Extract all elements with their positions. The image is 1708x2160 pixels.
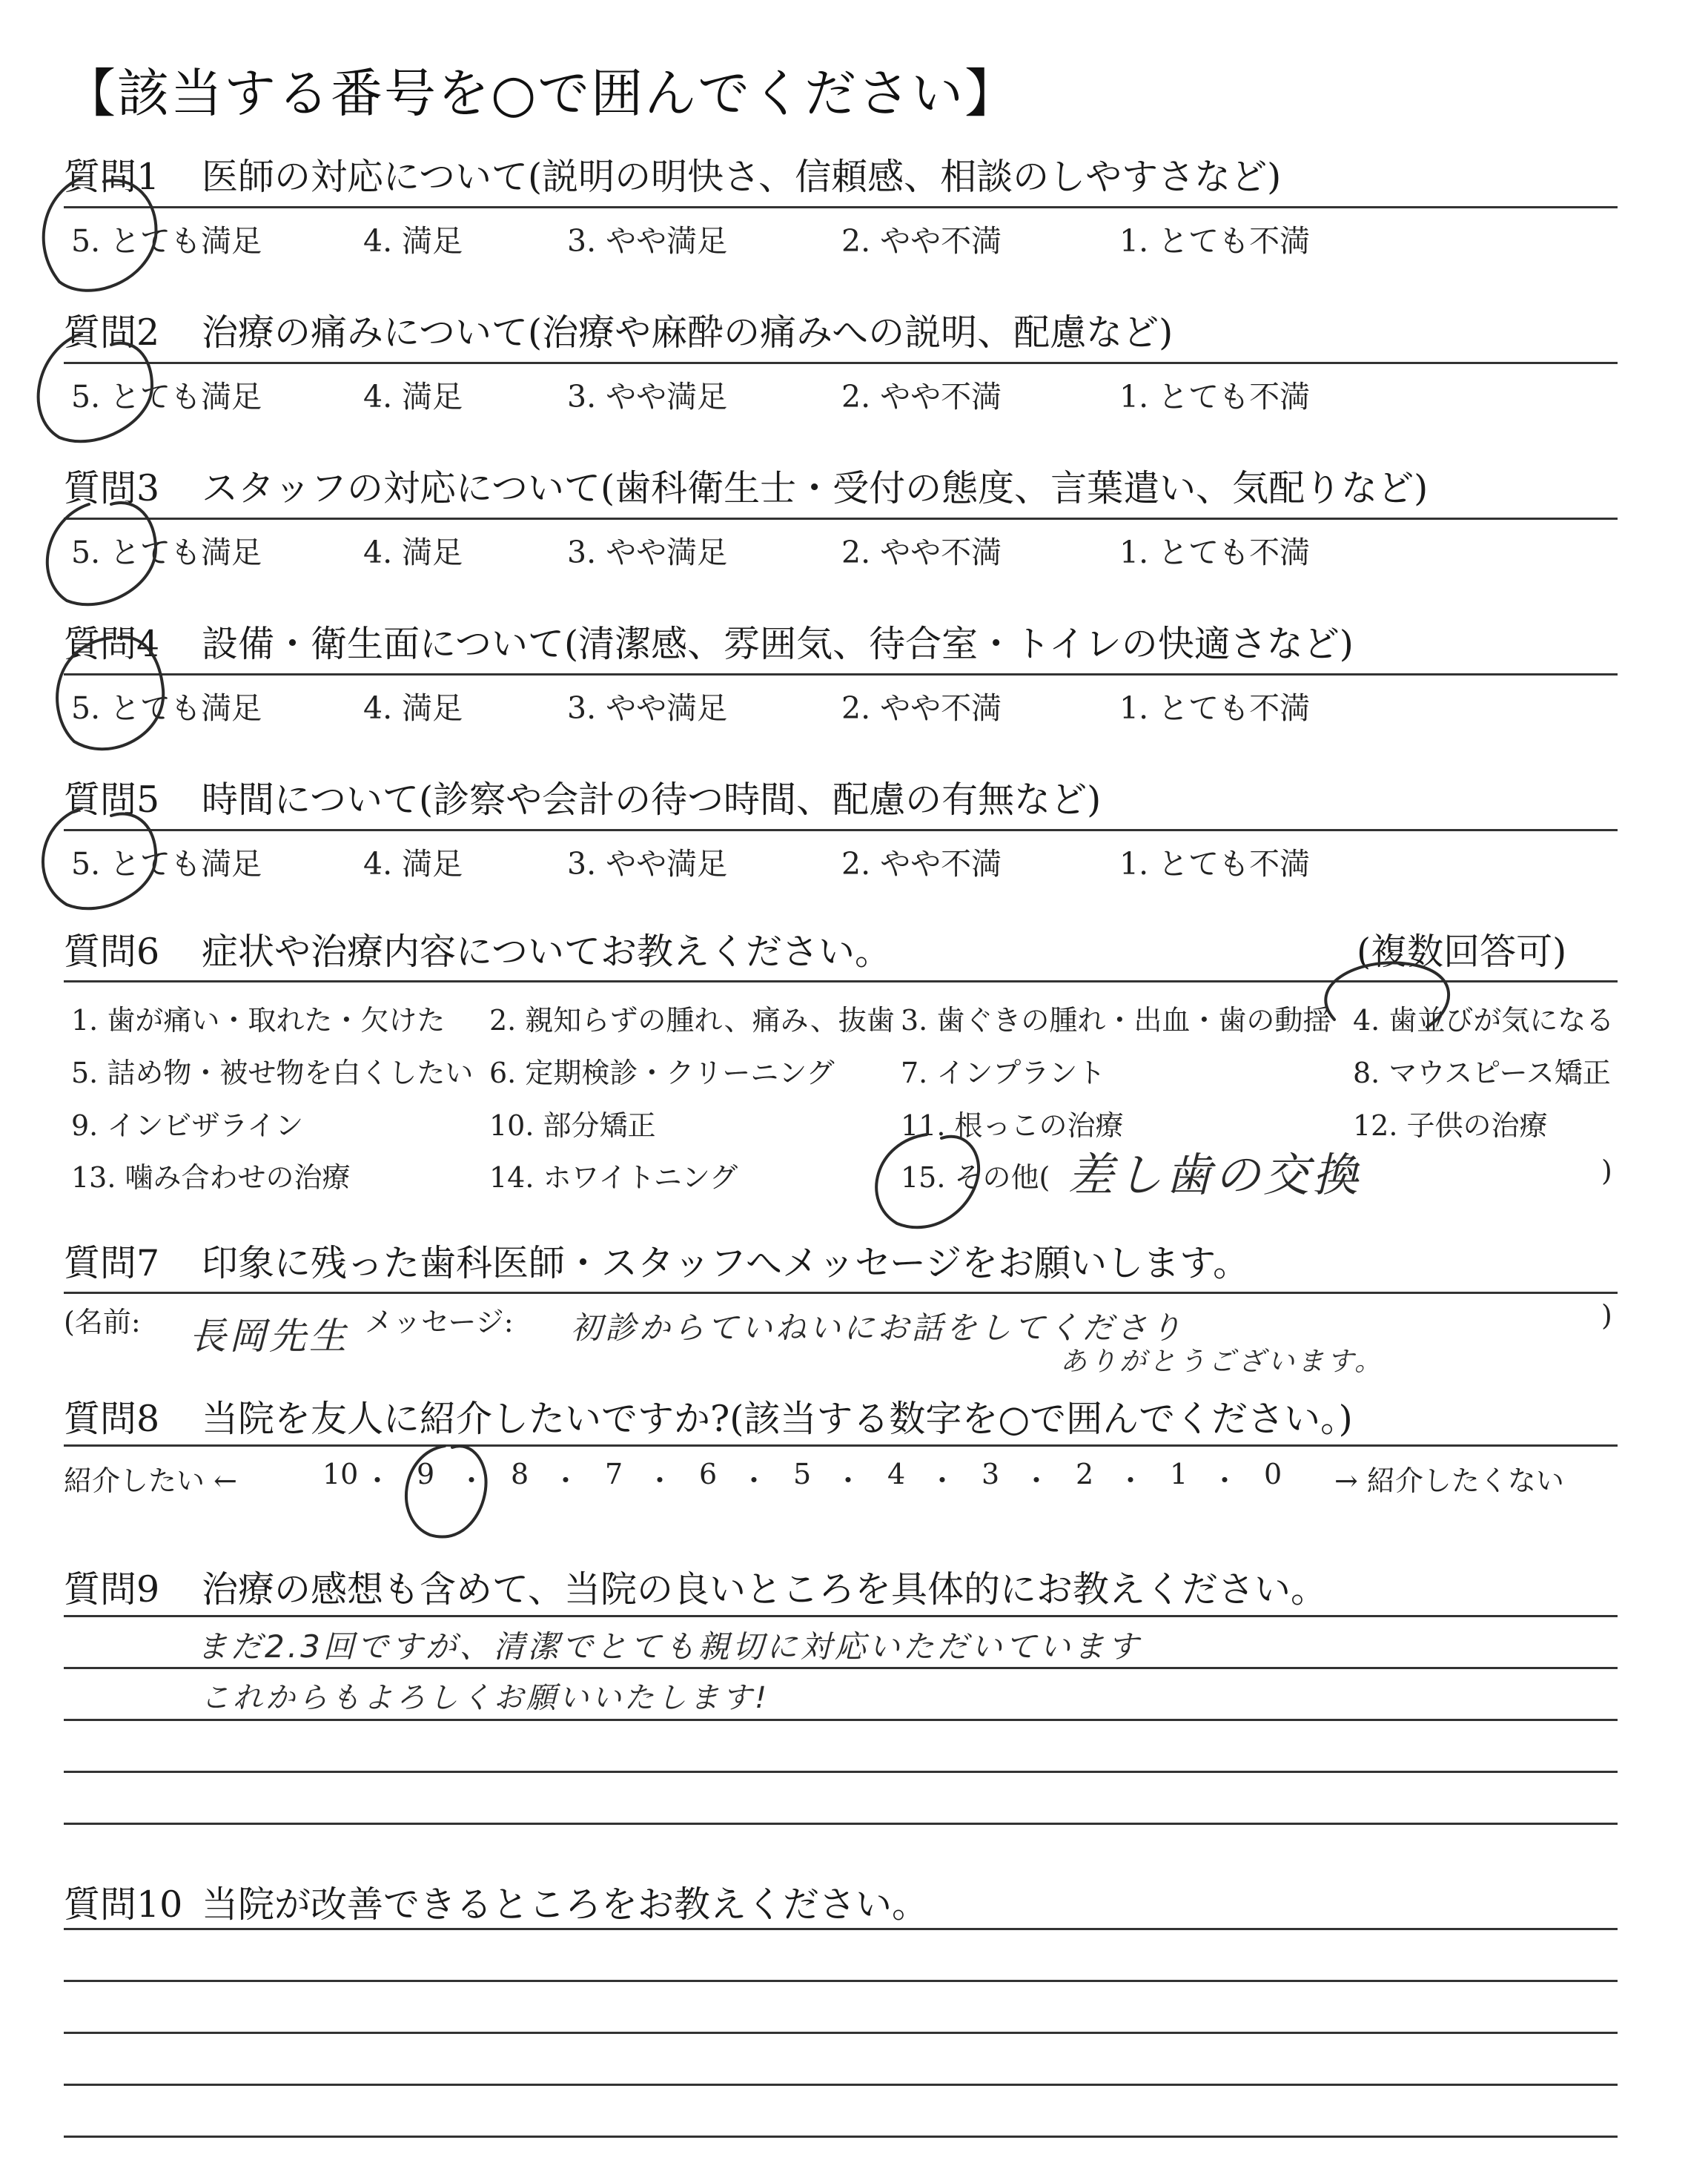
q8-label: 質問8 <box>64 1398 160 1440</box>
q6-text: 症状や治療内容についてお教えください。 <box>202 931 892 973</box>
q1-option-2[interactable]: 2. やや不満 <box>841 223 1002 259</box>
q9-rule-1 <box>64 1615 1618 1617</box>
q6-rule <box>64 980 1618 982</box>
q1-rule <box>64 206 1618 208</box>
q7-text: 印象に残った歯科医師・スタッフへメッセージをお願いします。 <box>202 1242 1250 1284</box>
q3-option-3[interactable]: 3. やや満足 <box>567 535 728 570</box>
q8-scale-8[interactable]: 8 <box>511 1458 529 1490</box>
q1-option-4[interactable]: 4. 満足 <box>363 223 463 259</box>
q8-left-label: 紹介したい ← <box>64 1464 237 1497</box>
q1-label: 質問1 <box>64 156 160 198</box>
page-title: 【該当する番号を○で囲んでください】 <box>64 63 1019 124</box>
q8-text: 当院を友人に紹介したいですか?(該当する数字を○で囲んでください。) <box>202 1398 1353 1440</box>
q4-option-4[interactable]: 4. 満足 <box>363 690 463 726</box>
q8-scale-1[interactable]: 1 <box>1170 1458 1188 1490</box>
q2-option-5[interactable]: 5. とても満足 <box>71 379 262 415</box>
q8-scale-4[interactable]: 4 <box>887 1458 906 1490</box>
q4-option-5[interactable]: 5. とても満足 <box>71 690 262 726</box>
q4-label: 質問4 <box>64 623 160 665</box>
q5-label: 質問5 <box>64 779 160 821</box>
q6-option-5[interactable]: 5. 詰め物・被せ物を白くしたい <box>71 1057 474 1089</box>
q7-message-handwritten-1: 初診からていねいにお話をしてくださり <box>571 1309 1185 1346</box>
q5-option-4[interactable]: 4. 満足 <box>363 846 463 882</box>
q9-rule-5 <box>64 1823 1618 1825</box>
q9-rule-4 <box>64 1771 1618 1773</box>
q7-name-handwritten: 長岡先生 <box>189 1315 349 1358</box>
q4-text: 設備・衛生面について(清潔感、雰囲気、待合室・トイレの快適さなど) <box>202 623 1354 665</box>
q6-option-1[interactable]: 1. 歯が痛い・取れた・欠けた <box>71 1004 446 1037</box>
q4-rule <box>64 673 1618 676</box>
q9-rule-3 <box>64 1719 1618 1721</box>
q3-option-4[interactable]: 4. 満足 <box>363 535 463 570</box>
q6-option-4[interactable]: 4. 歯並びが気になる <box>1353 1004 1615 1037</box>
q7-message-label: メッセージ: <box>365 1306 514 1338</box>
q1-text: 医師の対応について(説明の明快さ、信頼感、相談のしやすさなど) <box>202 156 1282 198</box>
q8-separator: ・ <box>740 1464 769 1497</box>
q6-label: 質問6 <box>64 931 160 973</box>
q3-option-1[interactable]: 1. とても不満 <box>1119 535 1311 570</box>
q7-label: 質問7 <box>64 1242 160 1284</box>
q6-option-6[interactable]: 6. 定期検診・クリーニング <box>489 1057 835 1089</box>
q4-option-1[interactable]: 1. とても不満 <box>1119 690 1311 726</box>
q1-option-3[interactable]: 3. やや満足 <box>567 223 728 259</box>
q2-option-2[interactable]: 2. やや不満 <box>841 379 1002 415</box>
q2-option-3[interactable]: 3. やや満足 <box>567 379 728 415</box>
q8-scale-5[interactable]: 5 <box>793 1458 812 1490</box>
q3-label: 質問3 <box>64 467 160 509</box>
q8-separator: ・ <box>646 1464 675 1497</box>
q8-separator: ・ <box>928 1464 957 1497</box>
q6-option-11[interactable]: 11. 根っこの治療 <box>901 1109 1124 1142</box>
q8-separator: ・ <box>834 1464 863 1497</box>
q7-rule <box>64 1292 1618 1294</box>
q10-rule-2 <box>64 1980 1618 1982</box>
q7-name-label: (名前: <box>64 1306 141 1338</box>
q9-rule-2 <box>64 1667 1618 1669</box>
q8-scale-7[interactable]: 7 <box>605 1458 623 1490</box>
q8-rule <box>64 1444 1618 1447</box>
q4-option-3[interactable]: 3. やや満足 <box>567 690 728 726</box>
q6-note: (複数回答可) <box>1357 931 1567 973</box>
q6-option-9[interactable]: 9. インビザライン <box>71 1109 304 1142</box>
q9-text: 治療の感想も含めて、当院の良いところを具体的にお教えください。 <box>202 1568 1328 1611</box>
q8-separator: ・ <box>1116 1464 1145 1497</box>
q1-option-5[interactable]: 5. とても満足 <box>71 223 262 259</box>
q6-option-13[interactable]: 13. 噛み合わせの治療 <box>71 1161 351 1194</box>
q8-separator: ・ <box>363 1464 392 1497</box>
q10-text: 当院が改善できるところをお教えください。 <box>202 1883 929 1926</box>
q5-rule <box>64 829 1618 831</box>
q2-rule <box>64 362 1618 364</box>
q2-text: 治療の痛みについて(治療や麻酔の痛みへの説明、配慮など) <box>202 311 1174 354</box>
q8-scale-9[interactable]: 9 <box>417 1458 435 1490</box>
q5-text: 時間について(診察や会計の待つ時間、配慮の有無など) <box>202 779 1102 821</box>
q5-option-5[interactable]: 5. とても満足 <box>71 846 262 882</box>
q6-other-close-paren: ) <box>1601 1155 1612 1187</box>
q8-separator: ・ <box>552 1464 580 1497</box>
q6-option-14[interactable]: 14. ホワイトニング <box>489 1161 738 1194</box>
q2-option-1[interactable]: 1. とても不満 <box>1119 379 1311 415</box>
q8-scale-10[interactable]: 10 <box>322 1458 359 1490</box>
q10-rule-5 <box>64 2136 1618 2138</box>
q6-option-10[interactable]: 10. 部分矯正 <box>489 1109 656 1142</box>
q8-right-label: → 紹介したくない <box>1334 1464 1564 1497</box>
q10-label: 質問10 <box>64 1883 183 1926</box>
q3-option-2[interactable]: 2. やや不満 <box>841 535 1002 570</box>
q6-option-7[interactable]: 7. インプラント <box>901 1057 1106 1089</box>
q9-handwritten-1: まだ2.3回ですが、清潔でとても親切に対応いただいています <box>196 1628 1142 1665</box>
q8-separator: ・ <box>1211 1464 1239 1497</box>
q10-rule-4 <box>64 2084 1618 2086</box>
q3-rule <box>64 518 1618 520</box>
q1-option-1[interactable]: 1. とても不満 <box>1119 223 1311 259</box>
q10-rule-1 <box>64 1928 1618 1930</box>
q6-other-handwritten: 差し歯の交換 <box>1068 1148 1362 1202</box>
q7-close-paren: ) <box>1601 1299 1612 1332</box>
q8-scale-6[interactable]: 6 <box>699 1458 718 1490</box>
q4-option-2[interactable]: 2. やや不満 <box>841 690 1002 726</box>
q10-rule-3 <box>64 2032 1618 2034</box>
q5-option-3[interactable]: 3. やや満足 <box>567 846 728 882</box>
q9-label: 質問9 <box>64 1568 160 1611</box>
q5-option-2[interactable]: 2. やや不満 <box>841 846 1002 882</box>
q7-message-handwritten-2: ありがとうございます。 <box>1060 1347 1385 1377</box>
q2-option-4[interactable]: 4. 満足 <box>363 379 463 415</box>
q3-option-5[interactable]: 5. とても満足 <box>71 535 262 570</box>
q6-option-3[interactable]: 3. 歯ぐきの腫れ・出血・歯の動揺 <box>901 1004 1331 1037</box>
q8-scale-0[interactable]: 0 <box>1264 1458 1282 1490</box>
q5-option-1[interactable]: 1. とても不満 <box>1119 846 1311 882</box>
q6-option-2[interactable]: 2. 親知らずの腫れ、痛み、抜歯 <box>489 1004 895 1037</box>
q8-separator: ・ <box>457 1464 486 1497</box>
q2-label: 質問2 <box>64 311 160 354</box>
q9-handwritten-2: これからもよろしくお願いいたします! <box>200 1681 770 1715</box>
q3-text: スタッフの対応について(歯科衛生士・受付の態度、言葉遣い、気配りなど) <box>202 467 1429 509</box>
q6-option-15[interactable]: 15. その他( <box>901 1161 1050 1194</box>
q8-scale-3[interactable]: 3 <box>982 1458 1000 1490</box>
q8-separator: ・ <box>1022 1464 1051 1497</box>
q8-scale-2[interactable]: 2 <box>1076 1458 1094 1490</box>
q6-option-12[interactable]: 12. 子供の治療 <box>1353 1109 1548 1142</box>
q6-option-8[interactable]: 8. マウスピース矯正 <box>1353 1057 1611 1089</box>
